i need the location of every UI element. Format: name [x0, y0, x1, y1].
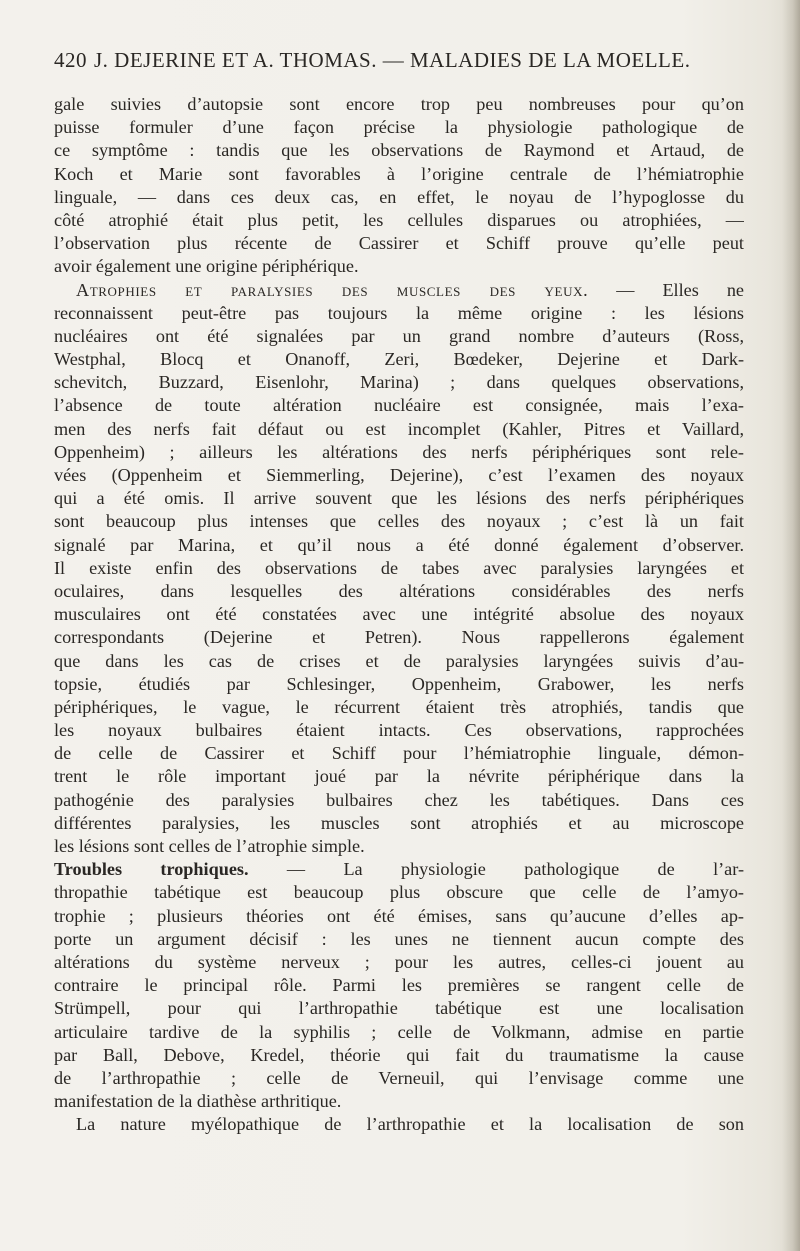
text-line: correspondants (Dejerine et Petren). Nous rappellerons également	[54, 627, 744, 648]
text-line: périphériques, le vague, le récurrent étaient très atrophiés, tandis que	[54, 696, 744, 717]
body-text	[54, 93, 744, 1136]
section-heading: Troubles trophiques.	[54, 859, 249, 880]
text-run: — La physiologie pathologique de l’ar-	[248, 859, 744, 880]
section-heading-line	[54, 279, 744, 302]
text-line: musculaires ont été constatées avec une intégrité absolue des noyaux	[54, 604, 744, 625]
text-line: ce symptôme : tandis que les observations de Raymond et Artaud, de	[54, 140, 744, 161]
text-line: gale suivies d’autopsie sont encore trop peu nombreuses pour qu’on	[54, 94, 744, 114]
text-line: porte un argument décisif : les unes ne tiennent aucun compte des	[54, 928, 744, 949]
text-line: par Ball, Debove, Kredel, théorie qui fait du traumatisme la cause	[54, 1044, 744, 1065]
text-line: Westphal, Blocq et Onanoff, Zeri, Bœdeker, Dejerine et Dark-	[54, 349, 744, 370]
text-line: reconnaissent peut-être pas toujours la même origine : les lésions	[54, 302, 744, 323]
text-line: de celle de Cassirer et Schiff pour l’hémiatrophie linguale, démon-	[54, 743, 744, 764]
page-header	[54, 48, 744, 78]
text-line: Il existe enfin des observations de tabes avec paralysies laryngées et	[54, 557, 744, 578]
text-line: nucléaires ont été signalées par un grand nombre d’auteurs (Ross,	[54, 325, 744, 346]
text-line: linguale, — dans ces deux cas, en effet, le noyau de l’hypoglosse du	[54, 186, 744, 207]
text-line: les noyaux bulbaires étaient intacts. Ces observations, rapprochées	[54, 720, 744, 741]
text-line: altérations du système nerveux ; pour les autres, celles-ci jouent au	[54, 951, 744, 972]
text-line: men des nerfs fait défaut ou est incomplet (Kahler, Pitres et Vaillard,	[54, 418, 744, 439]
text-line: oculaires, dans lesquelles des altérations considérables des nerfs	[54, 580, 744, 601]
text-line: sont beaucoup plus intenses que celles des noyaux ; c’est là un fait	[54, 511, 744, 532]
text-line: La nature myélopathique de l’arthropathie et la localisation de son	[76, 1114, 744, 1135]
page-edge-shadow	[782, 0, 800, 1251]
text-line: Strümpell, pour qui l’arthropathie tabétique est une localisation	[54, 998, 744, 1019]
text-line: Oppenheim) ; ailleurs les altérations des nerfs périphériques sont rele-	[54, 441, 744, 462]
text-line: articulaire tardive de la syphilis ; celle de Volkmann, admise en partie	[54, 1021, 744, 1042]
text-line: de l’arthropathie ; celle de Verneuil, qui l’envisage comme une	[54, 1067, 744, 1088]
text-line: qui a été omis. Il arrive souvent que les lésions des nerfs périphériques	[54, 488, 744, 509]
text-line: topsie, étudiés par Schlesinger, Oppenheim, Grabower, les nerfs	[54, 673, 744, 694]
text-line: côté atrophié était plus petit, les cellules disparues ou atrophiées, —	[54, 209, 744, 230]
text-line: schevitch, Buzzard, Eisenlohr, Marina) ; dans quelques observations,	[54, 372, 744, 393]
text-line: les lésions sont celles de l’atrophie simple.	[54, 836, 365, 856]
text-line: trophie ; plusieurs théories ont été émises, sans qu’aucune d’elles ap-	[54, 905, 744, 926]
running-title: J. DEJERINE ET A. THOMAS. — MALADIES DE LA MOELLE.	[94, 48, 691, 72]
page-number: 420	[54, 48, 87, 72]
section-heading: Atrophies et paralysies des muscles des yeux.	[76, 279, 589, 300]
text-line: l’observation plus récente de Cassirer et Schiff prouve qu’elle peut	[54, 233, 744, 254]
text-line: différentes paralysies, les muscles sont atrophiés et au microscope	[54, 812, 744, 833]
text-line: thropathie tabétique est beaucoup plus obscure que celle de l’amyo-	[54, 882, 744, 903]
text-line: puisse formuler d’une façon précise la physiologie pathologique de	[54, 117, 744, 138]
text-line: manifestation de la diathèse arthritique.	[54, 1091, 342, 1112]
text-line: avoir également une origine périphérique.	[54, 256, 359, 277]
text-line: contraire le principal rôle. Parmi les premières se rangent celle de	[54, 975, 744, 996]
text-line: trent le rôle important joué par la névrite périphérique dans la	[54, 766, 744, 787]
text-line: que dans les cas de crises et de paralysies laryngées suivis d’au-	[54, 650, 744, 671]
text-line: signalé par Marina, et qu’il nous a été donné également d’observer.	[54, 534, 744, 555]
text-line: l’absence de toute altération nucléaire est consignée, mais l’exa-	[54, 395, 744, 416]
text-run: — Elles ne	[588, 279, 744, 300]
section-heading-line	[54, 858, 744, 881]
text-line: vées (Oppenheim et Siemmerling, Dejerine), c’est l’examen des noyaux	[54, 465, 744, 485]
text-line: pathogénie des paralysies bulbaires chez les tabétiques. Dans ces	[54, 789, 744, 810]
text-line: Koch et Marie sont favorables à l’origine centrale de l’hémiatrophie	[54, 163, 744, 184]
